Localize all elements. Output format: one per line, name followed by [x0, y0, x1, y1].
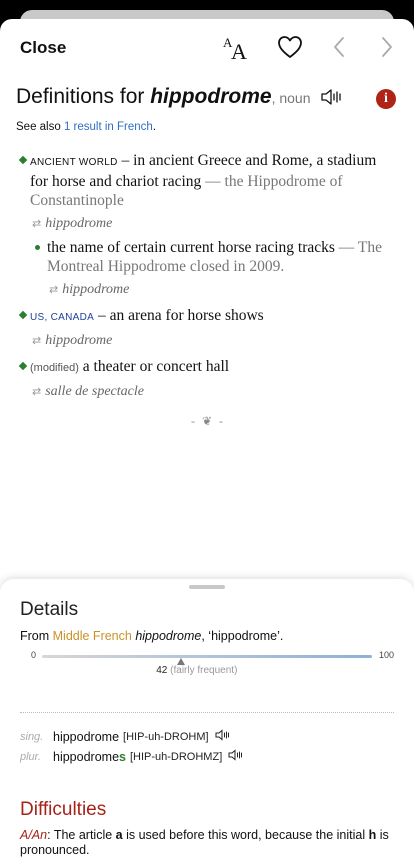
divider — [20, 712, 394, 713]
example: The Montreal Hippodrome closed in 2009. — [47, 239, 382, 275]
translation[interactable]: ⇄ salle de spectacle — [32, 384, 144, 399]
frequency-marker-icon — [177, 658, 185, 665]
difficulties-title: Difficulties — [20, 799, 107, 820]
usage-label: (modified) — [30, 362, 79, 374]
frequency-max: 100 — [378, 650, 394, 660]
frequency-min: 0 — [31, 650, 37, 660]
speaker-icon[interactable] — [228, 748, 244, 766]
ornament-divider: - ❦ - — [190, 414, 226, 428]
subsense-1a: the name of certain current horse racing tracks — The Montreal Hippodrome closed in 2009. ⇄ hippodrome — [33, 238, 396, 304]
etymology: From Middle French hippodrome, ‘hippodrome’. — [20, 629, 284, 643]
domain-label: ANCIENT WORLD — [30, 157, 118, 168]
translation-arrows-icon: ⇄ — [32, 385, 42, 398]
diamond-bullet-icon — [19, 362, 27, 370]
sheet-grabber-handle[interactable] — [189, 585, 225, 589]
sense-1: ANCIENT WORLD – in ancient Greece and Rome, a stadium for horse and chariot racing — the Hippodrome of Constantinople ⇄ hippodrome the name of certain current horse racing tracks — The Montreal Hippodrome closed in 2009. ⇄ hippodrome — [20, 151, 396, 304]
part-of-speech: , noun — [271, 90, 311, 106]
chevron-right-icon[interactable] — [373, 33, 401, 61]
senses-list — [20, 151, 396, 429]
diamond-bullet-icon — [19, 311, 27, 319]
details-title: Details — [20, 599, 79, 620]
dictionary-sheet — [0, 19, 414, 857]
etymology-language-link[interactable]: Middle French — [52, 629, 132, 643]
example: the Hippodrome of Constantinople — [30, 173, 343, 209]
headword: hippodrome — [150, 85, 272, 108]
dot-bullet-icon — [35, 245, 40, 250]
see-also: See also 1 result in French. — [16, 121, 157, 133]
translation-arrows-icon: ⇄ — [49, 283, 59, 296]
definition: – in ancient Greece and Rome, a stadium for horse and chariot racing — [30, 152, 377, 190]
frequency-scale — [20, 650, 394, 700]
region-label: US, CANADA — [30, 312, 95, 323]
form-singular: sing. hippodrome [HIP-uh-DROHM] — [20, 727, 394, 747]
sense-3 — [20, 357, 396, 406]
form-plural: plur. hippodromes [HIP-uh-DROHMZ] — [20, 747, 394, 767]
translation[interactable]: ⇄ hippodrome — [32, 216, 113, 231]
sense-2 — [20, 306, 396, 355]
diamond-bullet-icon — [19, 156, 27, 164]
translation-arrows-icon: ⇄ — [32, 217, 42, 230]
text-size-icon[interactable]: A A — [223, 35, 247, 64]
speaker-icon[interactable] — [215, 728, 231, 746]
difficulties-text: A/An: The article a is used before this word, because the initial h is pronounced. — [20, 828, 389, 857]
frequency-track — [42, 655, 372, 658]
close-button[interactable]: Close — [20, 38, 67, 57]
details-panel[interactable] — [0, 579, 414, 857]
translation[interactable]: ⇄ hippodrome — [32, 333, 113, 348]
chevron-left-icon[interactable] — [326, 33, 354, 61]
toolbar — [0, 19, 414, 75]
see-also-french-link[interactable]: 1 result in French — [63, 121, 153, 133]
word-forms — [20, 727, 394, 767]
definition: a theater or concert hall — [78, 358, 230, 375]
translation-arrows-icon: ⇄ — [32, 334, 42, 347]
translation[interactable]: ⇄ hippodrome — [49, 282, 130, 297]
entry-title: Definitions for hippodrome, noun — [16, 85, 398, 112]
entry-header — [16, 85, 398, 115]
heart-icon[interactable] — [276, 33, 304, 61]
definition: – an arena for horse shows — [94, 307, 264, 324]
info-icon[interactable]: i — [376, 89, 396, 109]
definition: the name of certain current horse racing tracks — [47, 239, 335, 256]
pronounce-speaker-icon[interactable] — [320, 88, 344, 112]
frequency-value: 42 (fairly frequent) — [156, 665, 238, 676]
